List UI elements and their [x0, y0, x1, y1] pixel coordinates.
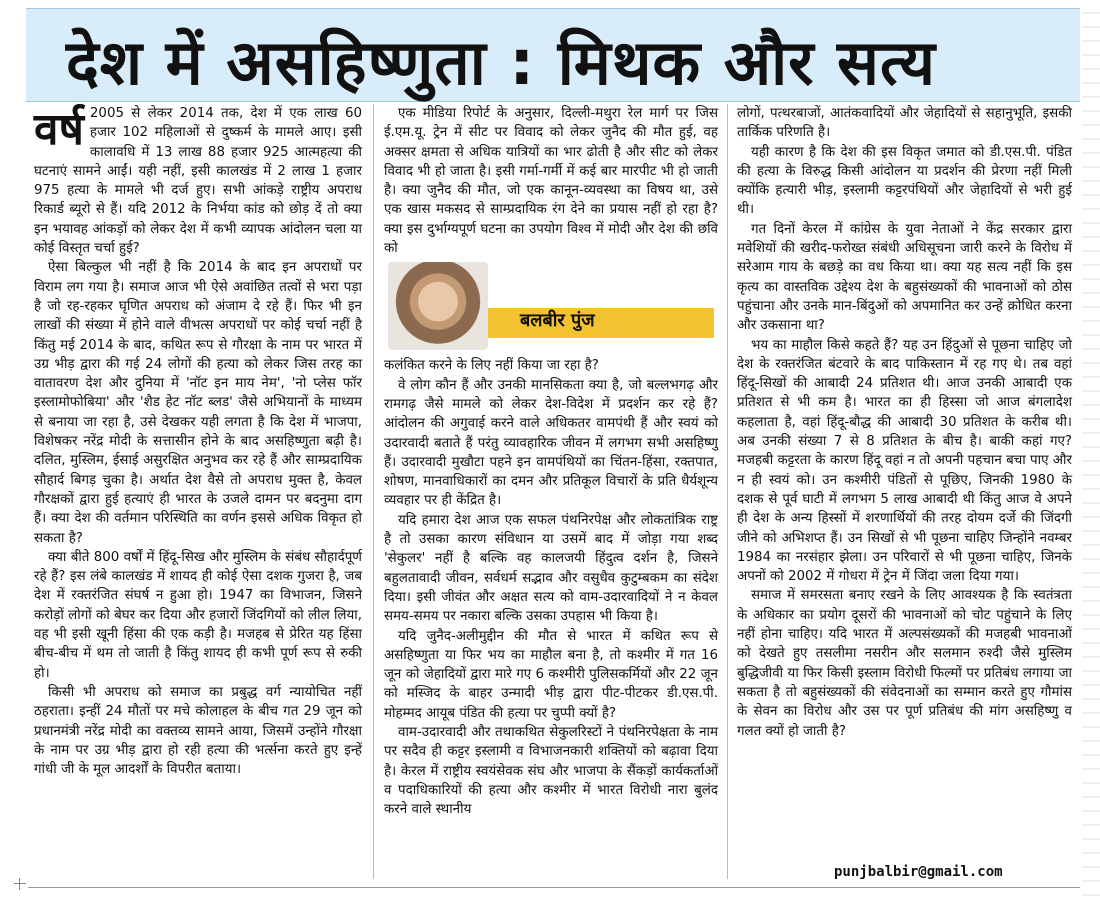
column-divider	[373, 104, 374, 879]
author-box	[384, 262, 714, 350]
headline-band	[26, 8, 1080, 102]
paragraph: किसी भी अपराध को समाज का प्रबुद्ध वर्ग न्यायोचित नहीं ठहराता। इन्हीं 24 मौतों पर मचे कोलाहल के बीच गत 29 जून को प्रधानमंत्री नरेंद्र मोदी का वक्तव्य सामने आया, जिसमें उन्होंने गौरक्षा के नाम पर उग्र भीड़ द्वारा हो रही हत्या की भर्त्सना करते हुए इन्हें गांधी जी के मूल आदर्शों के विपरीत बताया।	[34, 684, 362, 778]
paragraph: यदि हमारा देश आज एक सफल पंथनिरपेक्ष और लोकतांत्रिक राष्ट्र है तो उसका कारण संविधान या उसमें बाद में जोड़ा गया शब्द 'सेकुलर' नहीं है बल्कि वह कालजयी हिंदुत्व दर्शन है, जिसने बहुलतावादी जीवन, सर्वधर्म सद्भाव और वसुधैव कुटुम्बकम का संदेश दिया। इसी जीवंत और अक्षत सत्य को वाम-उदारवादियों ने न केवल समय-समय पर नकारा बल्कि उसका उपहास भी किया है।	[384, 512, 718, 625]
paragraph-text: 2005 से लेकर 2014 तक, देश में एक लाख 60 हजार 102 महिलाओं से दुष्कर्म के मामले आए। इसी कालावधि में 13 लाख 88 हजार 925 आत्महत्या की घटनाएं सामने आईं। यही नहीं, इसी कालखंड में 2 लाख 1 हजार 975 हत्या के मामले भी दर्ज हुए। सभी आंकड़े राष्ट्रीय अपराध रिकार्ड ब्यूरो से हैं। यदि 2012 के निर्भया कांड को छोड़ दें तो क्या इन भयावह आंकड़ों को लेकर देश में कभी व्यापक आंदोलन चला या कोई विस्तृत चर्चा हुई?	[34, 106, 362, 257]
article-column-3	[737, 104, 1072, 864]
page-edge	[1082, 0, 1100, 900]
author-photo	[388, 262, 488, 350]
author-name-band	[480, 308, 714, 338]
paragraph: यही कारण है कि देश की इस विकृत जमात को डी.एस.पी. पंडित की हत्या के विरुद्ध किसी आंदोलन या प्रदर्शन की प्रेरणा नहीं मिली क्योंकि हत्यारी भीड़, इस्लामी कट्टरपंथियों और जेहादियों से भरी हुई थी।	[737, 144, 1072, 218]
article-column-1	[34, 104, 362, 884]
paragraph: ऐसा बिल्कुल भी नहीं है कि 2014 के बाद इन अपराधों पर विराम लग गया है। समाज आज भी ऐसे अवांछित तत्वों से भरा पड़ा है जो रह-रहकर घृणित अपराध को अंजाम दे रहे हैं। फिर भी इन लाखों की संख्या में होने वाले वीभत्स अपराधों पर कोई चर्चा नहीं है किंतु मई 2014 के बाद, कथित रूप से गौरक्षा के नाम पर भारत में उग्र भीड़ द्वारा की गई 24 लोगों की हत्या को लेकर जिस तरह का वातावरण देश और दुनिया में 'नॉट इन माय नेम', 'नो प्लेस फॉर इस्लामोफोबिया' और 'शैड हेट नॉट ब्लड' जैसे अभियानों के माध्यम से बनाया जा रहा है, उसे देखकर यही लगता है कि देश में भाजपा, विशेषकर नरेंद्र मोदी के सत्तासीन होने के बाद असहिष्णुता बढ़ी है। दलित, मुस्लिम, ईसाई असुरक्षित अनुभव कर रहे हैं और साम्प्रदायिक सौहार्द बिगड़ चुका है। अर्थात देश वैसे तो अपराध मुक्त है, केवल गौरक्षकों द्वारा हुई हत्याएं ही भारत के उजले दामन पर बदनुमा दाग हैं। क्या देश की वर्तमान परिस्थिति का वर्णन इससे अधिक विकृत हो सकता है?	[34, 260, 362, 546]
author-email: punjbalbir@gmail.com	[834, 864, 1003, 880]
paragraph: भय का माहौल किसे कहते हैं? यह उन हिंदुओं से पूछना चाहिए जो देश के रक्तरंजित बंटवारे के बाद पाकिस्तान में रह गए थे। तब वहां हिंदू-सिखों की आबादी 24 प्रतिशत थी। आज उनकी आबादी एक प्रतिशत से भी कम है। भारत का ही हिस्सा जो आज बंगलादेश कहलाता है, वहां हिंदू-बौद्ध की आबादी 30 प्रतिशत के करीब थी। अब उनकी संख्या 7 से 8 प्रतिशत के बीच है। बाकी कहां गए? मजहबी कट्टरता के कारण हिंदू वहां न तो अपनी पहचान बचा पाए और न ही स्वयं को। उन कश्मीरी पंडितों से पूछिए, जिनकी 1980 के दशक से पूर्व घाटी में लगभग 5 लाख आबादी थी किंतु आज वे अपने ही देश के अन्य हिस्सों में शरणार्थियों की तरह दोयम दर्जे की जिंदगी जीने को अभिशप्त हैं। उन सिखों से भी पूछना चाहिए जिन्होंने नवम्बर 1984 का नरसंहार झेला। उन परिवारों से भी पूछना चाहिए, जिनके अपनों को 2002 में गोधरा में ट्रेन में जिंदा जला दिया गया।	[737, 337, 1072, 585]
paragraph: समाज में समरसता बनाए रखने के लिए आवश्यक है कि स्वतंत्रता के अधिकार का प्रयोग दूसरों की भावनाओं को चोट पहुंचाने के लिए नहीं होना चाहिए। यदि भारत में अल्पसंख्यकों की मजहबी भावनाओं को देखते हुए तसलीमा नसरीन और सलमान रुश्दी जैसे मुस्लिम बुद्धिजीवी या फिर किसी इस्लाम विरोधी फिल्मों पर प्रतिबंध लगाया जा सकता है तो बहुसंख्यकों की संवेदनाओं का सम्मान करते हुए गौमांस के सेवन का विरोध और उस पर पूर्ण प्रतिबंध की मांग असहिष्णु व गलत क्यों हो जाती है?	[737, 588, 1072, 739]
article-column-2	[384, 104, 718, 884]
paragraph: गत दिनों केरल में कांग्रेस के युवा नेताओं ने केंद्र सरकार द्वारा मवेशियों की खरीद-फरोख्त संबंधी अधिसूचना जारी करने के विरोध में सरेआम गाय के बछड़े का वध किया था। क्या यह सत्य नहीं कि इस कृत्य का वास्तविक उद्देश्य देश के बहुसंख्यकों की भावनाओं को ठोस पहुंचाना और उनके मान-बिंदुओं को अपमानित कर उन्हें क्रोधित करना और उकसाना था?	[737, 221, 1072, 334]
headline: देश में असहिष्णुता : मिथक और सत्य	[66, 26, 936, 99]
paragraph: क्या बीते 800 वर्षों में हिंदू-सिख और मुस्लिम के संबंध सौहार्दपूर्ण रहे हैं? इस लंबे कालखंड में शायद ही कोई ऐसा दशक गुजरा है, जब देश में रक्तरंजित संघर्ष न हुआ हो। 1947 का विभाजन, जिसने करोड़ों लोगों को बेघर कर दिया और हजारों जिंदगियों को लील लिया, वह भी इसी खूनी हिंसा की एक कड़ी है। मजहब से प्रेरित यह हिंसा बीच-बीच में थम तो जाती है किंतु शायद ही कभी पूर्ण रूप से रुकी हो।	[34, 549, 362, 681]
dropcap: वर्ष	[34, 104, 84, 155]
paragraph: एक मीडिया रिपोर्ट के अनुसार, दिल्ली-मथुरा रेल मार्ग पर जिस ई.एम.यू. ट्रेन में सीट पर विवाद को लेकर जुनैद की मौत हुई, वह अक्सर क्षमता से अधिक यात्रियों का भार ढोती है और सीट को लेकर विवाद भी हो जाता है। इसी गर्मा-गर्मी में कई बार मारपीट भी हो जाती है। क्या जुनैद की मौत, जो एक कानून-व्यवस्था का विषय था, उसे एक खास मकसद से साम्प्रदायिक रंग देने का प्रयास नहीं हो रहा है? क्या इस दुर्भाग्यपूर्ण घटना का उपयोग विश्व में मोदी और देश की छवि को	[384, 106, 718, 257]
crop-mark-icon	[14, 878, 26, 890]
paragraph	[34, 104, 362, 258]
paragraph: यदि जुनैद-अलीमुद्दीन की मौत से भारत में कथित रूप से असहिष्णुता या फिर भय का माहौल बना है, तो कश्मीर में गत 16 जून को जेहादियों द्वारा मारे गए 6 कश्मीरी पुलिसकर्मियों और 22 जून को मस्जिद के बाहर उन्मादी भीड़ द्वारा पीट-पीटकर डी.एस.पी. मोहम्मद आयूब पंडित की हत्या पर चुप्पी क्यों है?	[384, 628, 718, 721]
bottom-rule	[28, 887, 1080, 888]
paragraph: वाम-उदारवादी और तथाकथित सेकुलरिस्टों ने पंथनिरपेक्षता के नाम पर सदैव ही कट्टर इस्लामी व विभाजनकारी शक्तियों को बढ़ावा दिया है। केरल में राष्ट्रीय स्वयंसेवक संघ और भाजपा के सैंकड़ों कार्यकर्ताओं व पदाधिकारियों की हत्या और कश्मीर में भारत विरोधी नारा बुलंद करने वाले स्थानीय	[384, 725, 718, 818]
author-name: बलबीर पुंज	[520, 310, 595, 332]
paragraph: लोगों, पत्थरबाजों, आतंकवादियों और जेहादियों से सहानुभूति, इसकी तार्किक परिणति है।	[737, 106, 1072, 141]
paragraph: कलंकित करने के लिए नहीं किया जा रहा है?	[384, 358, 599, 374]
paragraph: वे लोग कौन हैं और उनकी मानसिकता क्या है, जो बल्लभगढ़ और रामगढ़ जैसे मामले को लेकर देश-विदेश में प्रदर्शन कर रहे हैं? आंदोलन की अगुवाई करने वाले अधिकतर वामपंथी हैं और स्वयं को उदारवादी बताते हैं परंतु व्यावहारिक जीवन में लगभग सभी असहिष्णु हैं। उदारवादी मुखौटा पहने इन वामपंथियों का चिंतन-हिंसा, रक्तपात, शोषण, मानवाधिकारों का दमन और प्रतिकूल विचारों के प्रति धैर्यशून्य व्यवहार पर ही केंद्रित है।	[384, 377, 718, 509]
column-divider	[727, 104, 728, 879]
